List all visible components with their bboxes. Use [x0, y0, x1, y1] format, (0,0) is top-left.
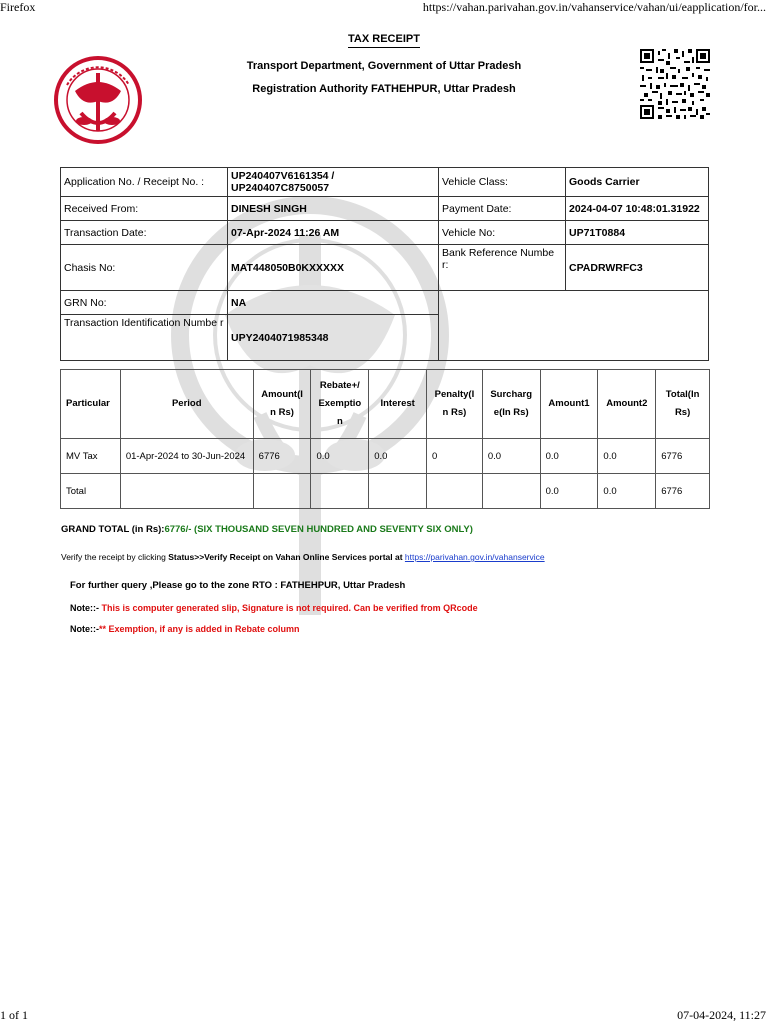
cell-period: 01-Apr-2024 to 30-Jun-2024 [120, 439, 253, 474]
cell-amount: 6776 [253, 439, 311, 474]
cell-interest: 0.0 [369, 439, 427, 474]
vehicle-no-label: Vehicle No: [439, 221, 566, 245]
info-row [61, 245, 709, 291]
payment-date-label: Payment Date: [439, 197, 566, 221]
col-header-interest: Interest [369, 370, 427, 439]
cell-penalty: 0 [427, 439, 483, 474]
received-from-value: DINESH SINGH [228, 197, 439, 221]
verify-path: Status>>Verify Receipt on Vahan Online Services portal at [168, 552, 405, 562]
department-name: Transport Department, Government of Uttar Pradesh [246, 60, 522, 72]
cell-surcharge [482, 474, 540, 509]
application-no-value: UP240407V6161354 / UP240407C8750057 [228, 168, 439, 197]
note-label: Note::- [70, 603, 99, 613]
tax-header-row [61, 370, 710, 439]
bank-reference-value: CPADRWRFC3 [566, 245, 709, 291]
registration-authority: Registration Authority FATHEHPUR, Uttar Pradesh [252, 83, 516, 95]
verify-prefix: Verify the receipt by clicking [61, 552, 169, 562]
empty-cell [439, 291, 709, 361]
cell-amount [253, 474, 311, 509]
transaction-date-label: Transaction Date: [61, 221, 228, 245]
grand-total-value: 6776/- (SIX THOUSAND SEVEN HUNDRED AND SEVENTY SIX ONLY) [164, 524, 473, 535]
note-exemption [70, 624, 300, 634]
payment-date-value: 2024-04-07 10:48:01.31922 [566, 197, 709, 221]
note-signature [70, 603, 478, 613]
col-header-penalty: Penalty(I n Rs) [427, 370, 483, 439]
cell-penalty [427, 474, 483, 509]
chasis-no-label: Chasis No: [61, 245, 228, 291]
bank-reference-label: Bank Reference Numbe r: [439, 245, 566, 291]
note-text: This is computer generated slip, Signature is not required. Can be verified from QRcode [99, 603, 478, 613]
print-footer-page-count: 1 of 1 [0, 1008, 28, 1022]
grand-total-label: GRAND TOTAL (in Rs): [61, 524, 165, 535]
chasis-no-value: MAT448050B0KXXXXX [228, 245, 439, 291]
cell-total: 6776 [656, 474, 710, 509]
print-header-url: https://vahan.parivahan.gov.in/vahanservice/vahan/ui/eapplication/for... [422, 0, 766, 14]
cell-amount2: 0.0 [598, 474, 656, 509]
transaction-id-value: UPY2404071985348 [228, 315, 439, 361]
qr-code-icon [640, 49, 710, 119]
col-header-total: Total(In Rs) [656, 370, 710, 439]
col-header-amount2: Amount2 [598, 370, 656, 439]
received-from-label: Received From: [61, 197, 228, 221]
up-govt-emblem-icon [53, 55, 143, 145]
print-footer-datetime: 07-04-2024, 11:27 [677, 1008, 766, 1022]
cell-surcharge: 0.0 [482, 439, 540, 474]
cell-period [120, 474, 253, 509]
cell-total: 6776 [656, 439, 710, 474]
col-header-particular: Particular [61, 370, 121, 439]
cell-particular: MV Tax [61, 439, 121, 474]
col-header-amount: Amount(I n Rs) [253, 370, 311, 439]
cell-amount2: 0.0 [598, 439, 656, 474]
cell-particular: Total [61, 474, 121, 509]
grn-no-value: NA [228, 291, 439, 315]
col-header-period: Period [120, 370, 253, 439]
application-no-label: Application No. / Receipt No. : [61, 168, 228, 197]
query-text: For further query ,Please go to the zone RTO : FATHEHPUR, Uttar Pradesh [70, 580, 406, 591]
cell-amount1: 0.0 [540, 474, 598, 509]
transaction-id-label: Transaction Identification Numbe r [61, 315, 228, 361]
col-header-surcharge: Surcharg e(In Rs) [482, 370, 540, 439]
info-row [61, 291, 709, 315]
cell-interest [369, 474, 427, 509]
tax-details-table [60, 369, 710, 509]
print-header-browser-name: Firefox [0, 0, 36, 14]
parivahan-link[interactable]: https://parivahan.gov.in/vahanservice [404, 552, 545, 562]
vehicle-class-value: Goods Carrier [566, 168, 709, 197]
info-row [61, 197, 709, 221]
note-label: Note::- [70, 624, 99, 634]
grn-no-label: GRN No: [61, 291, 228, 315]
receipt-info-table [60, 167, 709, 361]
table-row [61, 474, 710, 509]
grand-total [61, 524, 473, 535]
cell-rebate: 0.0 [311, 439, 369, 474]
table-row [61, 439, 710, 474]
vehicle-class-label: Vehicle Class: [439, 168, 566, 197]
col-header-amount1: Amount1 [540, 370, 598, 439]
col-header-rebate: Rebate+/ Exemptio n [311, 370, 369, 439]
receipt-title: TAX RECEIPT [0, 33, 768, 45]
info-row [61, 168, 709, 197]
transaction-date-value: 07-Apr-2024 11:26 AM [228, 221, 439, 245]
info-row [61, 221, 709, 245]
cell-amount1: 0.0 [540, 439, 598, 474]
cell-rebate [311, 474, 369, 509]
verify-instructions [61, 552, 545, 562]
vehicle-no-value: UP71T0884 [566, 221, 709, 245]
note-text: ** Exemption, if any is added in Rebate column [99, 624, 300, 634]
